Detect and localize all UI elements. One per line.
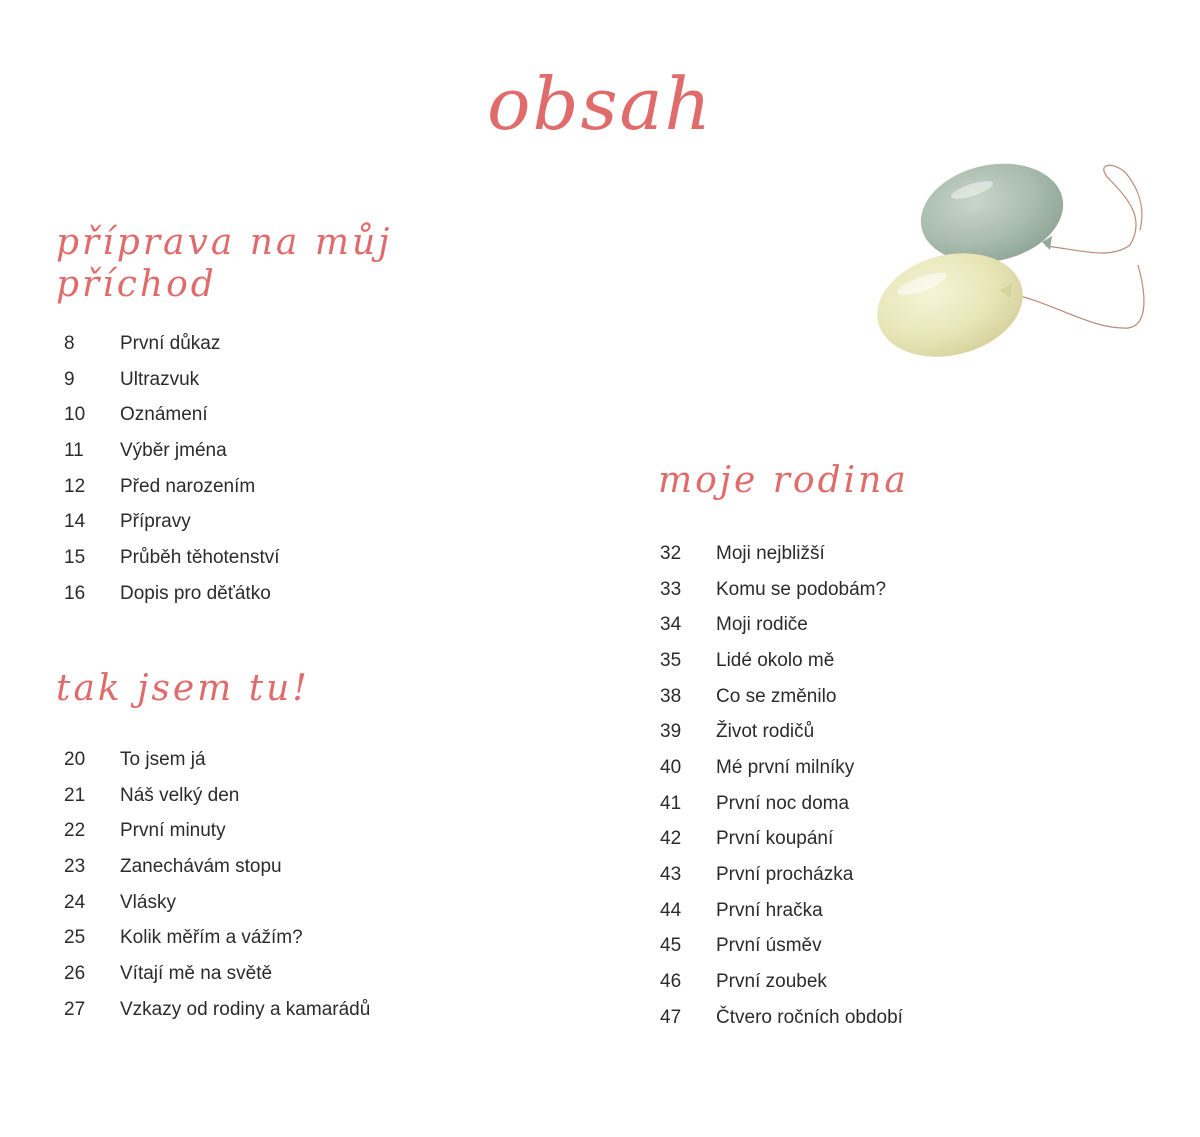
toc-page-number: 23 [64,855,86,877]
toc-page-number: 40 [660,756,682,778]
toc-item[interactable] [660,714,1078,750]
section-priprava [56,222,476,612]
toc-item[interactable] [660,857,1078,893]
section-heading: moje rodina [658,460,909,501]
toc-item[interactable] [64,920,476,956]
toc-page-number: 43 [660,864,682,886]
toc-item[interactable] [64,433,476,469]
toc-item[interactable] [64,504,476,540]
toc-item[interactable] [64,576,476,612]
section-heading: příprava na můj příchod [56,222,393,305]
toc-item-label: Přípravy [120,511,191,533]
toc-item-label: Vítají mě na světě [120,962,273,984]
toc-item[interactable] [64,469,476,505]
section-moje-rodina [658,460,1078,1036]
toc-item[interactable] [660,750,1078,786]
toc-page-number: 34 [660,614,682,636]
toc-item-label: Život rodičů [716,721,815,743]
toc-page-number: 41 [660,792,682,814]
toc-page-number: 46 [660,971,682,993]
toc-page-number: 33 [660,578,682,600]
toc-page-number: 26 [64,962,86,984]
toc-item[interactable] [660,1000,1078,1036]
toc-list [660,536,1078,1036]
toc-item[interactable] [660,964,1078,1000]
toc-item-label: Průběh těhotenství [120,546,280,568]
toc-page-number: 22 [64,820,86,842]
toc-item[interactable] [660,643,1078,679]
toc-item-label: Lidé okolo mě [716,649,835,671]
toc-item-label: První hračka [716,899,823,921]
toc-item-label: Mé první milníky [716,756,855,778]
toc-item[interactable] [660,929,1078,965]
toc-page-number: 25 [64,927,86,949]
green-balloon [912,151,1073,275]
toc-item[interactable] [64,742,476,778]
toc-item-label: Před narozením [120,475,256,497]
toc-item-label: Vzkazy od rodiny a kamarádů [120,998,371,1020]
balloon-string [1006,265,1144,328]
toc-item-label: Ultrazvuk [120,368,200,390]
balloons-illustration [860,150,1160,370]
toc-item[interactable] [64,362,476,398]
toc-item-label: To jsem já [120,748,206,770]
toc-page-number: 35 [660,649,682,671]
toc-page-number: 20 [64,748,86,770]
toc-list [64,742,476,1028]
toc-item-label: Náš velký den [120,784,240,806]
toc-page-number: 8 [64,332,75,354]
toc-item-label: První zoubek [716,971,827,993]
toc-item-label: První důkaz [120,332,221,354]
toc-item[interactable] [660,786,1078,822]
toc-page-number: 47 [660,1006,682,1028]
toc-page-number: 11 [64,439,84,461]
toc-item[interactable] [660,893,1078,929]
toc-item[interactable] [64,849,476,885]
cream-balloon [866,239,1034,370]
toc-page-number: 38 [660,685,682,707]
toc-item[interactable] [64,326,476,362]
toc-item[interactable] [64,778,476,814]
toc-page-number: 24 [64,891,86,913]
toc-item-label: Kolik měřím a vážím? [120,927,303,949]
toc-page-number: 14 [64,511,86,533]
toc-item-label: Výběr jména [120,439,227,461]
toc-item[interactable] [660,679,1078,715]
toc-item-label: První minuty [120,820,226,842]
toc-item-label: Zanechávám stopu [120,855,282,877]
toc-item[interactable] [64,956,476,992]
toc-page-number: 45 [660,935,682,957]
toc-page-number: 15 [64,546,86,568]
toc-item-label: Moji rodiče [716,614,808,636]
toc-item-label: Moji nejbližší [716,542,825,564]
toc-item[interactable] [64,540,476,576]
toc-page-number: 16 [64,582,86,604]
toc-item[interactable] [64,397,476,433]
toc-item-label: Čtvero ročních období [716,1006,903,1028]
toc-page-number: 12 [64,475,86,497]
toc-page-number: 21 [64,784,86,806]
toc-page-number: 44 [660,899,682,921]
toc-item[interactable] [64,813,476,849]
toc-page-number: 32 [660,542,682,564]
toc-item-label: První úsměv [716,935,822,957]
toc-item-label: První procházka [716,864,854,886]
toc-item[interactable] [660,536,1078,572]
toc-item[interactable] [660,607,1078,643]
toc-page-number: 27 [64,998,86,1020]
toc-page-number: 39 [660,721,682,743]
toc-item-label: První koupání [716,828,834,850]
toc-item-label: Dopis pro děťátko [120,582,271,604]
toc-item-label: Vlásky [120,891,176,913]
section-heading: tak jsem tu! [56,668,310,709]
toc-item-label: Co se změnilo [716,685,837,707]
toc-item[interactable] [660,572,1078,608]
section-tak-jsem-tu [56,668,476,1028]
toc-item-label: První noc doma [716,792,850,814]
toc-page-number: 10 [64,404,86,426]
page-title: obsah [487,62,713,146]
toc-item-label: Komu se podobám? [716,578,887,600]
toc-list [64,326,476,612]
toc-item[interactable] [64,885,476,921]
toc-page-number: 42 [660,828,682,850]
toc-item[interactable] [64,992,476,1028]
toc-item-label: Oznámení [120,404,208,426]
toc-item[interactable] [660,822,1078,858]
toc-page-number: 9 [64,368,75,390]
